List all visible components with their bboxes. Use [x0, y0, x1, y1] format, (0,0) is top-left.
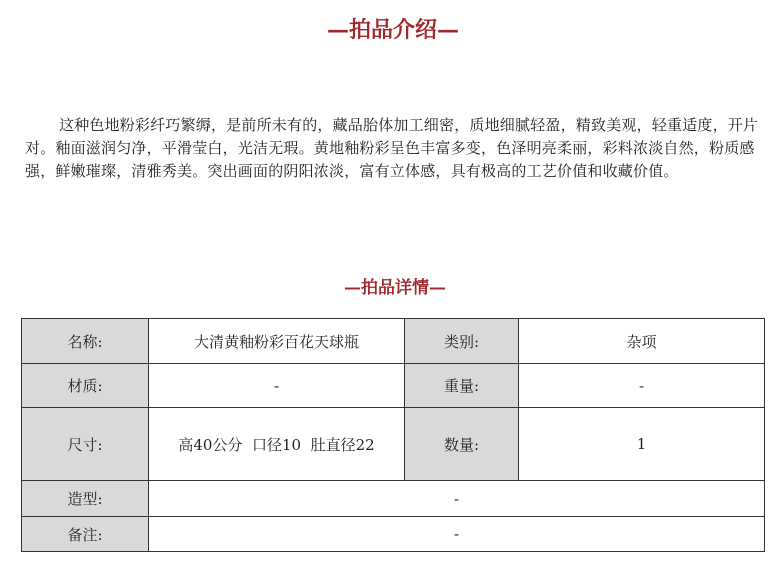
- intro-paragraph: 这种色地粉彩纤巧繁缛，是前所未有的，藏品胎体加工细密，质地细腻轻盈，精致美观，轻重适度，开片对。釉面滋润匀净，平滑莹白，光洁无瑕。黄地釉粉彩呈色丰富多变，色泽明亮柔丽，彩料浓淡自然，粉质感强，鲜嫩璀璨，清雅秀美。突出画面的阴阳浓淡，富有立体感，具有极高的工艺价值和收藏价值。: [25, 116, 759, 180]
- shape-value: -: [149, 481, 765, 517]
- weight-value: -: [519, 364, 765, 408]
- details-section-title: —拍品详情—: [344, 278, 446, 298]
- table-row: [22, 408, 765, 481]
- table-row: [22, 481, 765, 517]
- material-label: 材质:: [22, 364, 149, 408]
- name-value: 大清黄釉粉彩百花天球瓶: [149, 319, 405, 364]
- category-label: 类别:: [405, 319, 519, 364]
- quantity-value: 1: [519, 408, 765, 481]
- size-value: 高40公分 口径10 肚直径22: [149, 408, 405, 481]
- category-value: 杂项: [519, 319, 765, 364]
- weight-label: 重量:: [405, 364, 519, 408]
- table-row: [22, 364, 765, 408]
- intro-section-title: —拍品介绍—: [326, 17, 459, 43]
- remarks-value: -: [149, 517, 765, 552]
- name-label: 名称:: [22, 319, 149, 364]
- remarks-label: 备注:: [22, 517, 149, 552]
- table-row: [22, 517, 765, 552]
- shape-label: 造型:: [22, 481, 149, 517]
- size-label: 尺寸:: [22, 408, 149, 481]
- details-table: [21, 318, 765, 552]
- table-row: [22, 319, 765, 364]
- material-value: -: [149, 364, 405, 408]
- quantity-label: 数量:: [405, 408, 519, 481]
